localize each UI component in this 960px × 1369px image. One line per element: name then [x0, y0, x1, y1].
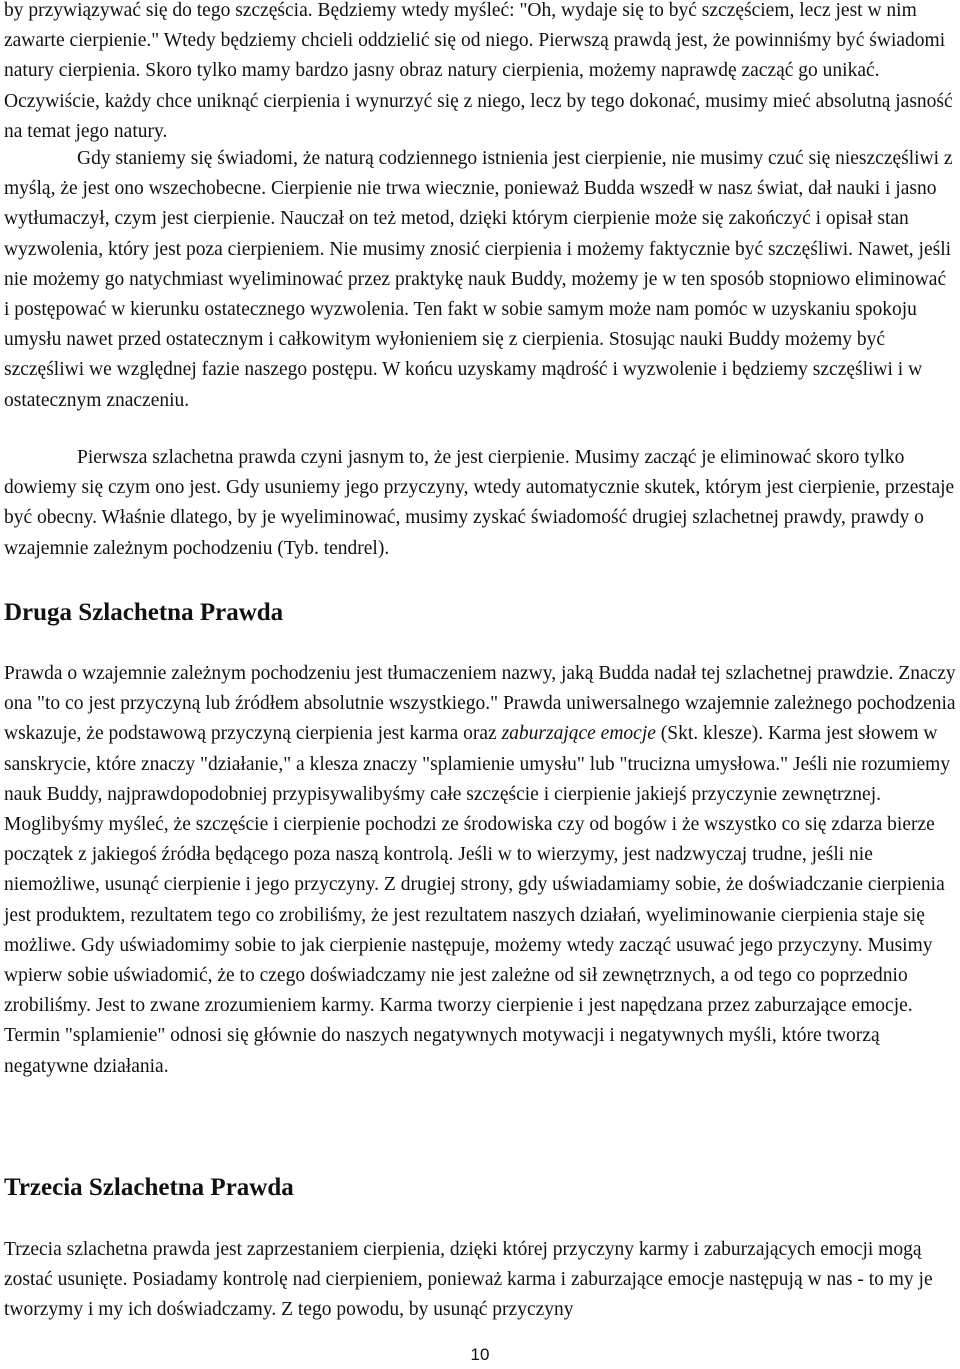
section-heading: Trzecia Szlachetna Prawda	[4, 1174, 294, 1201]
italic-term: zaburzające emocje	[501, 723, 656, 745]
section-heading: Druga Szlachetna Prawda	[4, 599, 284, 626]
paragraph-text: Prawda o wzajemnie zależnym pochodzeniu jest tłumaczeniem nazwy, jaką Budda nadał tej szlachetnej prawdzie. Znaczy ona "to co jest przyczyną lub źródłem absolutnie wszystkiego." Prawda uniwersalnego wzajemnie zależnego pochodzenia wskazuje, że podstawową przyczyną cierpienia jest karma oraz	[4, 663, 956, 745]
paragraph	[0, 659, 960, 1082]
paragraph: by przywiązywać się do tego szczęścia. Będziemy wtedy myśleć: "Oh, wydaje się to być szczęściem, lecz jest w nim zawarte cierpienie." Wtedy będziemy chcieli oddzielić się od niego. Pierwszą prawdą jest, że powinniśmy być świadomi natury cierpienia. Skoro tylko mamy bardzo jasny obraz natury cierpienia, możemy naprawdę zacząć go unikać. Oczywiście, każdy chce uniknąć cierpienia i wynurzyć się z niego, lecz by tego dokonać, musimy mieć absolutną jasność na temat jego natury.	[4, 0, 953, 142]
page-number: 10	[470, 1345, 490, 1364]
paragraph: Trzecia szlachetna prawda jest zaprzestaniem cierpienia, dzięki której przyczyny karmy i zaburzających emocji mogą zostać usunięte. Posiadamy kontrolę nad cierpieniem, ponieważ karma i zaburzające emocje następują w nas - to my je tworzymy i my ich doświadczamy. Z tego powodu, by usunąć przyczyny	[4, 1239, 933, 1321]
paragraph: Pierwsza szlachetna prawda czyni jasnym to, że jest cierpienie. Musimy zacząć je eliminować skoro tylko dowiemy się czym ono jest. Gdy usuniemy jego przyczyny, wtedy automatycznie skutek, którym jest cierpienie, przestaje być obecny. Właśnie dlatego, by je wyeliminować, musimy zyskać świadomość drugiej szlachetnej prawdy, prawdy o wzajemnie zależnym pochodzeniu (Tyb. tendrel).	[4, 447, 955, 559]
paragraph: Gdy staniemy się świadomi, że naturą codziennego istnienia jest cierpienie, nie musimy czuć się nieszczęśliwi z myślą, że jest ono wszechobecne. Cierpienie nie trwa wiecznie, ponieważ Budda wszedł w nasz świat, dał nauki i jasno wytłumaczył, czym jest cierpienie. Nauczał on też metod, dzięki którym cierpienie może się zakończyć i opisał stan wyzwolenia, który jest poza cierpieniem. Nie musimy znosić cierpienia i możemy faktycznie być szczęśliwi. Nawet, jeśli nie możemy go natychmiast wyeliminować przez praktykę nauk Buddy, możemy je w ten sposób stopniowo eliminować i postępować w kierunku ostatecznego wyzwolenia. Ten fakt w sobie samym może nam pomóc w uzyskaniu spokoju umysłu nawet przed ostatecznym i całkowitym wyłonieniem się z cierpienia. Stosując nauki Buddy możemy być szczęśliwi we względnej fazie naszego postępu. W końcu uzyskamy mądrość i wyzwolenie i będziemy szczęśliwi i w ostatecznym znaczeniu.	[4, 148, 953, 411]
paragraph-text: (Skt. klesze). Karma jest słowem w sanskrycie, które znaczy "działanie," a klesza znaczy "splamienie umysłu" lub "trucizna umysłowa." Jeśli nie rozumiemy nauk Buddy, najprawdopodobniej przypisywalibyśmy całe szczęście i cierpienie jakiejś przyczynie zewnętrznej. Moglibyśmy myśleć, że szczęście i cierpienie pochodzi ze środowiska czy od bogów i że wszystko co się zdarza bierze początek z jakiegoś źródła będącego poza naszą kontrolą. Jeśli w to wierzymy, jest nadzwyczaj trudne, jeśli nie niemożliwe, usunąć cierpienie i jego przyczyny. Z drugiej strony, gdy uświadamiamy sobie, że doświadczanie cierpienia jest produktem, rezultatem tego co zrobiliśmy, że jest rezultatem naszych działań, wyeliminowanie cierpienia staje się możliwe. Gdy uświadomimy sobie to jak cierpienie następuje, możemy wtedy zacząć usuwać jego przyczyny. Musimy wpierw sobie uświadomić, że to czego doświadczamy nie jest zależne od sił zewnętrznych, a od tego co poprzednio zrobiliśmy. Jest to zwane zrozumieniem karmy. Karma tworzy cierpienie i jest napędzana przez zaburzające emocje. Termin "splamienie" odnosi się głównie do naszych negatywnych motywacji i negatywnych myśli, które tworzą negatywne działania.	[4, 723, 951, 1077]
